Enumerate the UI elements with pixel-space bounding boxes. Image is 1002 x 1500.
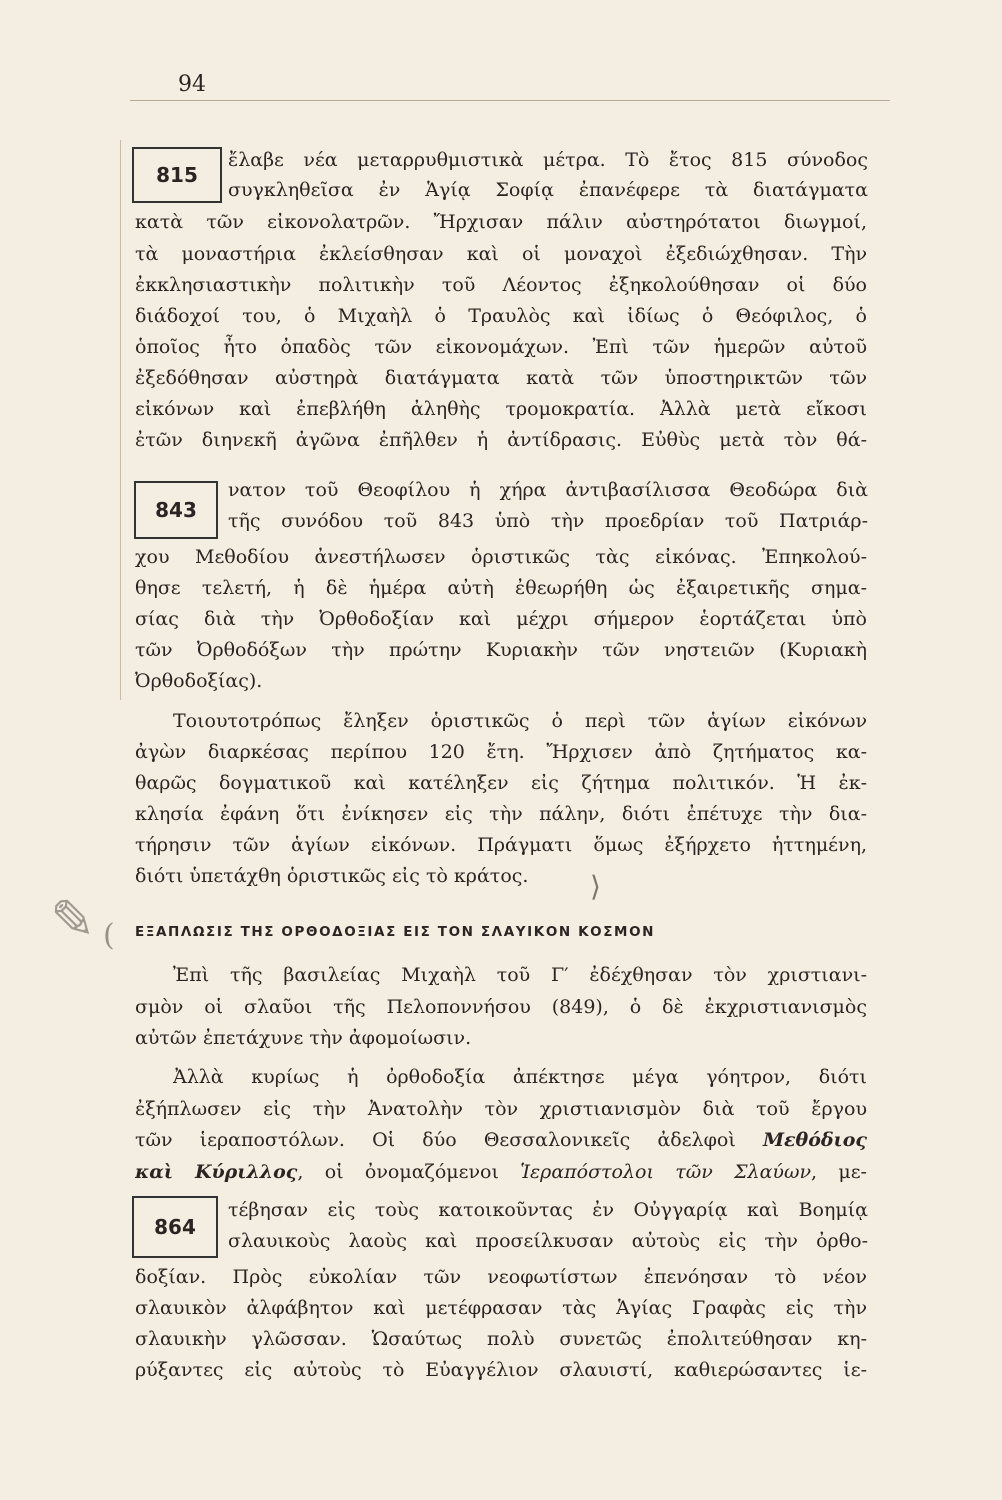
text-line: τῶν ἱεραποστόλων. Οἱ δύο Θεσσαλονικεῖς ἀδελφοὶ Μεθόδιος: [135, 1129, 867, 1151]
year-marker-815: 815: [132, 147, 222, 203]
text-line: τήρησιν τῶν ἁγίων εἰκόνων. Πράγματι ὅμως ἐξήρχετο ἡττημένη,: [135, 834, 867, 856]
section-heading: ΕΞΑΠΛΩΣΙΣ ΤΗΣ ΟΡΘΟΔΟΞΙΑΣ ΕΙΣ ΤΟΝ ΣΛΑΥΙΚΟΝ ΚΟΣΜΟΝ: [135, 924, 656, 940]
text-line: κατὰ τῶν εἰκονολατρῶν. Ἤρχισαν πάλιν αὐστηρότατοι διωγμοί,: [135, 211, 867, 233]
text-line: Τοιουτοτρόπως ἔληξεν ὁριστικῶς ὁ περὶ τῶν ἁγίων εἰκόνων: [173, 710, 867, 732]
text-line: τῶν Ὀρθοδόξων τὴν πρώτην Κυριακὴν τῶν νηστειῶν (Κυριακὴ: [135, 639, 867, 661]
text-line: αὐτῶν ἐπετάχυνε τὴν ἀφομοίωσιν.: [135, 1027, 472, 1049]
text-line: διότι ὑπετάχθη ὁριστικῶς εἰς τὸ κράτος.: [135, 865, 529, 887]
year-marker-864: 864: [132, 1196, 218, 1258]
text-line: τὰ μοναστήρια ἐκλείσθησαν καὶ οἱ μοναχοὶ ἐξεδιώχθησαν. Τὴν: [135, 243, 867, 265]
text-line: τέβησαν εἰς τοὺς κατοικοῦντας ἐν Οὐγγαρίᾳ καὶ Βοημίᾳ: [228, 1199, 868, 1221]
check-mark-annotation: ⟩: [590, 870, 601, 903]
text-line: ἔλαβε νέα μεταρρυθμιστικὰ μέτρα. Τὸ ἔτος 815 σύνοδος: [228, 149, 868, 171]
title-apostles-of-slavs: Ἱεραπόστολοι τῶν Σλαύων: [520, 1161, 812, 1183]
text-line: ἐξεδόθησαν αὐστηρὰ διατάγματα κατὰ τῶν ὑποστηρικτῶν τῶν: [135, 367, 867, 389]
margin-line: [120, 140, 121, 700]
name-methodios: Μεθόδιος: [762, 1129, 867, 1151]
text-line: σλαυικοὺς λαοὺς καὶ προσείλκυσαν αὐτοὺς εἰς τὴν ὀρθο-: [228, 1230, 868, 1252]
text-line: ἐτῶν διηνεκῆ ἀγῶνα ἐπῆλθεν ἡ ἀντίδρασις. Εὐθὺς μετὰ τὸν θά-: [135, 429, 867, 451]
text-line: χου Μεθοδίου ἀνεστήλωσεν ὁριστικῶς τὰς εἰκόνας. Ἐπηκολού-: [135, 546, 867, 568]
text-line: σμὸν οἱ σλαῦοι τῆς Πελοποννήσου (849), ὁ δὲ ἐκχριστιανισμὸς: [135, 996, 867, 1018]
text-line: νατον τοῦ Θεοφίλου ἡ χήρα ἀντιβασίλισσα Θεοδώρα διὰ: [228, 479, 868, 501]
text-line: θησε τελετή, ἡ δὲ ἡμέρα αὐτὴ ἐθεωρήθη ὡς ἐξαιρετικῆς σημα-: [135, 577, 867, 599]
text-line: τῆς συνόδου τοῦ 843 ὑπὸ τὴν προεδρίαν τοῦ Πατριάρ-: [228, 510, 868, 532]
text-line: σλαυικὴν γλῶσσαν. Ὡσαύτως πολὺ συνετῶς ἐπολιτεύθησαν κη-: [135, 1328, 867, 1350]
name-kyrillos: καὶ Κύριλλος: [135, 1161, 298, 1183]
text-line: εἰκόνων καὶ ἐπεβλήθη ἀληθὴς τρομοκρατία. Ἀλλὰ μετὰ εἴκοσι: [135, 398, 867, 420]
page-number: 94: [178, 72, 206, 97]
text-line: ρύξαντες εἰς αὐτοὺς τὸ Εὐαγγέλιον σλαυιστί, καθιερώσαντες ἱε-: [135, 1359, 867, 1381]
text-line: συγκληθεῖσα ἐν Ἁγίᾳ Σοφίᾳ ἐπανέφερε τὰ διατάγματα: [228, 179, 868, 201]
text-line: ἐκκλησιαστικὴν πολιτικὴν τοῦ Λέοντος ἐξηκολούθησαν οἱ δύο: [135, 274, 867, 296]
margin-annotation-mark: ✎: [50, 888, 96, 951]
text-line: Ἐπὶ τῆς βασιλείας Μιχαὴλ τοῦ Γ′ ἐδέχθησαν τὸν χριστιανι-: [173, 964, 867, 986]
text-line: καὶ Κύριλλος, οἱ ὀνομαζόμενοι Ἱεραπόστολοι τῶν Σλαύων, με-: [135, 1161, 867, 1183]
text-line: ἐξήπλωσεν εἰς τὴν Ἀνατολὴν τὸν χριστιανισμὸν διὰ τοῦ ἔργου: [135, 1098, 867, 1120]
text-line: κλησία ἐφάνη ὅτι ἐνίκησεν εἰς τὴν πάλην, διότι ἐπέτυχε τὴν δια-: [135, 803, 867, 825]
text-line: Ἀλλὰ κυρίως ἡ ὀρθοδοξία ἀπέκτησε μέγα γόητρον, διότι: [173, 1066, 867, 1088]
text-line: ἀγὼν διαρκέσας περίπου 120 ἔτη. Ἤρχισεν ἀπὸ ζητήματος κα-: [135, 741, 867, 763]
margin-paren-mark: (: [103, 918, 115, 953]
text-line: σίας διὰ τὴν Ὀρθοδοξίαν καὶ μέχρι σήμερον ἑορτάζεται ὑπὸ: [135, 608, 867, 630]
text-line: διάδοχοί του, ὁ Μιχαὴλ ὁ Τραυλὸς καὶ ἰδίως ὁ Θεόφιλος, ὁ: [135, 305, 867, 327]
text-line: Ὀρθοδοξίας).: [135, 670, 263, 692]
text-line: δοξίαν. Πρὸς εὐκολίαν τῶν νεοφωτίστων ἐπενόησαν τὸ νέον: [135, 1266, 867, 1288]
year-marker-843: 843: [134, 481, 218, 539]
text-line: σλαυικὸν ἀλφάβητον καὶ μετέφρασαν τὰς Ἁγίας Γραφὰς εἰς τὴν: [135, 1297, 867, 1319]
text-line: θαρῶς δογματικοῦ καὶ κατέληξεν εἰς ζήτημα πολιτικόν. Ἡ ἐκ-: [135, 772, 867, 794]
text-line: ὁποῖος ἦτο ὀπαδὸς τῶν εἰκονομάχων. Ἐπὶ τῶν ἡμερῶν αὐτοῦ: [135, 336, 867, 358]
top-rule: [130, 100, 890, 101]
